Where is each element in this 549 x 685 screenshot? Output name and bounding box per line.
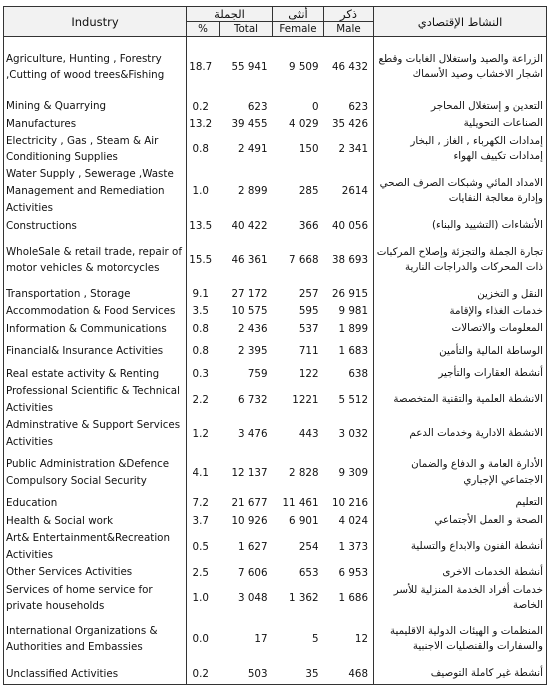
total-value: 1 627 xyxy=(238,540,268,553)
industry-name: Accommodation & Food Services xyxy=(4,303,187,320)
total-value: 759 xyxy=(247,367,268,380)
male-header-ar: ذكر xyxy=(324,7,374,22)
total-value: 46 361 xyxy=(231,254,268,267)
male-value: 9 309 xyxy=(338,466,368,479)
table-row xyxy=(4,133,547,166)
table-row xyxy=(4,116,547,133)
total-value: 2 899 xyxy=(238,185,268,198)
total-value: 27 172 xyxy=(231,288,268,301)
activity-name-ar: الصحة و العمل الأجتماعي xyxy=(374,512,547,530)
pct-header: % xyxy=(187,22,220,37)
male-value: 9 981 xyxy=(338,305,368,318)
male-value: 468 xyxy=(324,664,374,685)
total-value: 2 436 xyxy=(238,322,268,335)
female-value: 285 xyxy=(298,185,319,198)
industry-name: Public Administration &Defence Compulsory Social Security xyxy=(4,451,187,494)
female-value: 1 362 xyxy=(289,592,319,605)
percent-value: 0.8 xyxy=(187,338,220,365)
male-value: 1 686 xyxy=(338,592,368,605)
activity-name-ar: الانشطة الادارية وخدمات الدعم xyxy=(374,416,547,451)
male-value: 623 xyxy=(348,100,368,113)
percent-value: 18.7 xyxy=(187,37,220,98)
female-header-ar: أنثى xyxy=(273,7,324,22)
total-value: 3 048 xyxy=(238,592,268,605)
activity-name-ar: أنشطة العقارات والتأجير xyxy=(374,365,547,383)
table-row xyxy=(4,451,547,494)
female-value: 537 xyxy=(298,322,319,335)
industry-name: Other Services Activities xyxy=(4,564,187,582)
percent-value: 3.7 xyxy=(187,512,220,530)
industry-name: WholeSale & retail trade, repair of motor vehicles & motorcycles xyxy=(4,235,187,286)
table-row xyxy=(4,615,547,664)
male-value: 5 512 xyxy=(338,393,368,406)
male-value: 4 024 xyxy=(338,515,368,528)
table-row xyxy=(4,286,547,303)
table-row xyxy=(4,37,547,98)
percent-value: 0.3 xyxy=(187,365,220,383)
table-row xyxy=(4,512,547,530)
male-value: 1 373 xyxy=(338,540,368,553)
female-value: 9 509 xyxy=(289,61,319,74)
female-value: 443 xyxy=(298,427,319,440)
table-row xyxy=(4,416,547,451)
activity-name-ar: خدمات أفراد الخدمة المنزلية للأسر الخاصة xyxy=(374,582,547,615)
male-value: 1 899 xyxy=(338,322,368,335)
percent-value: 2.5 xyxy=(187,564,220,582)
female-value: 4 029 xyxy=(289,118,319,130)
activity-name-ar: الأنشاءات (التشييد والبناء) xyxy=(374,217,547,235)
female-value: 366 xyxy=(298,219,319,232)
industry-name: Information & Communications xyxy=(4,320,187,338)
activity-header-ar: النشاط الإقتصادي xyxy=(374,7,547,37)
percent-value: 15.5 xyxy=(187,235,220,286)
industry-employment-table xyxy=(3,6,547,685)
table-row xyxy=(4,582,547,615)
percent-value: 1.0 xyxy=(187,166,220,217)
total-value: 21 677 xyxy=(231,497,268,510)
total-value: 503 xyxy=(220,664,273,685)
table-row xyxy=(4,338,547,365)
industry-name: Electricity , Gas , Steam & Air Conditioning Supplies xyxy=(4,133,187,166)
female-value: 11 461 xyxy=(282,497,319,510)
total-value: 2 395 xyxy=(238,345,268,358)
female-value: 711 xyxy=(298,345,319,358)
female-value: 653 xyxy=(298,566,319,579)
total-group-header: الجملة xyxy=(187,7,273,22)
percent-value: 0.8 xyxy=(187,320,220,338)
activity-name-ar: الزراعة والصيد واستغلال الغابات وقطع اشجار الاخشاب وصيد الأسماك xyxy=(374,37,547,98)
activity-name-ar: الانشطة العلمية والتقنية المتخصصة xyxy=(374,383,547,416)
activity-name-ar: الأدارة العامة و الدفاع والضمان الاجتماعي الإجباري xyxy=(374,451,547,494)
total-value: 17 xyxy=(254,633,268,646)
percent-value: 3.5 xyxy=(187,303,220,320)
activity-name-ar: أنشطة الخدمات الاخرى xyxy=(374,564,547,582)
activity-name-ar: النقل و التخزين xyxy=(374,286,547,303)
industry-name: Transportation , Storage xyxy=(4,286,187,303)
activity-name-ar: خدمات الغذاء والإقامة xyxy=(374,303,547,320)
percent-value: 4.1 xyxy=(187,451,220,494)
activity-name-ar: أنشطة غير كاملة التوصيف xyxy=(374,664,547,685)
percent-value: 0.5 xyxy=(187,530,220,563)
percent-value: 13.2 xyxy=(187,116,220,133)
percent-value: 9.1 xyxy=(187,286,220,303)
male-value: 1 683 xyxy=(338,345,368,358)
activity-name-ar: أنشطة الفنون والابداع والتسلية xyxy=(374,530,547,563)
female-value: 1221 xyxy=(292,393,319,406)
male-value: 40 056 xyxy=(331,219,368,232)
total-value: 39 455 xyxy=(231,118,268,130)
activity-name-ar: الوساطة المالية والتأمين xyxy=(374,338,547,365)
table-row xyxy=(4,664,547,685)
table-body xyxy=(4,37,547,685)
female-value: 257 xyxy=(298,288,319,301)
activity-name-ar: المعلومات والاتصالات xyxy=(374,320,547,338)
male-value: 35 426 xyxy=(331,118,368,130)
activity-name-ar: التعليم xyxy=(374,494,547,512)
industry-name: Agriculture, Hunting , Forestry ,Cutting of wood trees&Fishing xyxy=(4,37,187,98)
percent-value: 2.2 xyxy=(187,383,220,416)
total-value: 40 422 xyxy=(231,219,268,232)
percent-value: 1.0 xyxy=(187,582,220,615)
table-row xyxy=(4,494,547,512)
activity-name-ar: تجارة الجملة والتجزئة وإصلاح المركبات ذات المحركات والدراجات النارية xyxy=(374,235,547,286)
table-row xyxy=(4,320,547,338)
percent-value: 0.2 xyxy=(187,664,220,685)
male-value: 2 341 xyxy=(338,143,368,156)
industry-name: International Organizations & Authorities and Embassies xyxy=(4,615,187,664)
male-value: 6 953 xyxy=(338,566,368,579)
male-value: 638 xyxy=(348,367,368,380)
percent-value: 0.0 xyxy=(187,615,220,664)
total-value: 2 491 xyxy=(238,143,268,156)
industry-name: Constructions xyxy=(4,217,187,235)
female-value: 122 xyxy=(298,367,319,380)
total-value: 55 941 xyxy=(231,61,268,74)
female-value: 5 xyxy=(311,633,319,646)
industry-name: Health & Social work xyxy=(4,512,187,530)
total-value: 6 732 xyxy=(238,393,268,406)
total-value: 3 476 xyxy=(238,427,268,440)
female-header: Female xyxy=(273,22,324,37)
table-row xyxy=(4,98,547,116)
female-value: 2 828 xyxy=(289,466,319,479)
activity-name-ar: الصناعات التحويلية xyxy=(374,116,547,133)
industry-name: Manufactures xyxy=(4,116,187,133)
industry-name: Unclassified Activities xyxy=(4,664,187,685)
total-value: 10 926 xyxy=(231,515,268,528)
industry-name: Water Supply , Sewerage ,Waste Management and Remediation Activities xyxy=(4,166,187,217)
table-row xyxy=(4,217,547,235)
female-value: 35 xyxy=(273,664,324,685)
female-value: 0 xyxy=(311,100,319,113)
male-value: 46 432 xyxy=(331,61,368,74)
table-row xyxy=(4,383,547,416)
percent-value: 13.5 xyxy=(187,217,220,235)
table-row xyxy=(4,166,547,217)
activity-name-ar: التعدين و إستغلال المحاجر xyxy=(374,98,547,116)
activity-name-ar: المنظمات و الهيئات الدولية الاقليمية والسفارات والقنصليات الاجنبية xyxy=(374,615,547,664)
total-value: 12 137 xyxy=(231,466,268,479)
industry-name: Art& Entertainment&Recreation Activities xyxy=(4,530,187,563)
total-value: 623 xyxy=(247,100,268,113)
total-header: Total xyxy=(220,22,273,37)
male-value: 10 216 xyxy=(331,497,368,510)
male-value: 12 xyxy=(354,633,368,646)
industry-name: Adminstrative & Support Services Activities xyxy=(4,416,187,451)
female-value: 254 xyxy=(298,540,319,553)
total-value: 10 575 xyxy=(231,305,268,318)
activity-name-ar: الامداد المائي وشبكات الصرف الصحي وإدارة معالجة النفايات xyxy=(374,166,547,217)
female-value: 595 xyxy=(298,305,319,318)
percent-value: 1.2 xyxy=(187,416,220,451)
male-value: 2614 xyxy=(341,185,368,198)
table-row xyxy=(4,530,547,563)
male-value: 38 693 xyxy=(331,254,368,267)
total-value: 7 606 xyxy=(238,566,268,579)
male-value: 3 032 xyxy=(338,427,368,440)
female-value: 6 901 xyxy=(289,515,319,528)
industry-name: Services of home service for private households xyxy=(4,582,187,615)
percent-value: 7.2 xyxy=(187,494,220,512)
table-row xyxy=(4,365,547,383)
percent-value: 0.2 xyxy=(187,98,220,116)
table-row xyxy=(4,303,547,320)
male-header: Male xyxy=(324,22,374,37)
industry-name: Professional Scientific & Technical Activities xyxy=(4,383,187,416)
industry-name: Financial& Insurance Activities xyxy=(4,338,187,365)
activity-name-ar: إمدادات الكهرباء , الغاز , البخار إمدادات تكييف الهواء xyxy=(374,133,547,166)
female-value: 7 668 xyxy=(289,254,319,267)
industry-name: Real estate activity & Renting xyxy=(4,365,187,383)
industry-name: Education xyxy=(4,494,187,512)
table-row xyxy=(4,564,547,582)
table-row xyxy=(4,235,547,286)
industry-header: Industry xyxy=(4,7,187,37)
male-value: 26 915 xyxy=(331,288,368,301)
percent-value: 0.8 xyxy=(187,133,220,166)
industry-name: Mining & Quarrying xyxy=(4,98,187,116)
female-value: 150 xyxy=(298,143,319,156)
